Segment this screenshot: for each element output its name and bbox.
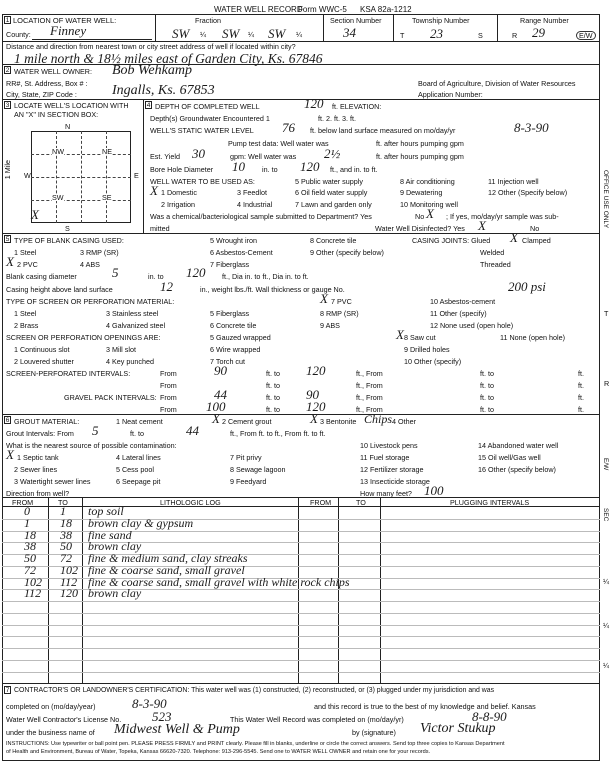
height-label: Casing height above land surface — [6, 285, 113, 294]
application-label: Application Number: — [418, 90, 483, 99]
certification-line-1: CONTRACTOR'S OR LANDOWNER'S CERTIFICATION: This water well was (1) constructed, (2) reconstructed, or (3) plugged under my jurisdiction and was — [14, 687, 495, 694]
section-box-quarter-line — [106, 131, 107, 223]
gravel-1-to: 90 — [306, 387, 319, 402]
contam-septic-mark: X — [6, 447, 14, 462]
grout-bentonite-mark: X — [310, 411, 318, 426]
perf-ft-to: ft. to — [266, 369, 280, 378]
use-9: 9 Dewatering — [400, 188, 443, 197]
opening-11: 11 None (open hole) — [500, 333, 565, 342]
use-label: WELL WATER TO BE USED AS: — [150, 177, 255, 186]
perf-from-2: From — [160, 381, 177, 390]
screen-9: 9 ABS — [320, 321, 340, 330]
log-description: top soil — [88, 504, 124, 518]
divider — [497, 14, 498, 41]
gravel-1-from: 44 — [214, 387, 227, 402]
gravel-2-from: 100 — [206, 399, 226, 414]
opening-1: 1 Continuous slot — [14, 345, 70, 354]
log-to-value: 112 — [60, 574, 78, 589]
quadrant-sw: SW — [52, 193, 64, 202]
diameter-value: 5 — [112, 265, 119, 280]
owner-value: Bob Wehkamp — [112, 63, 192, 78]
static-date: 8-3-90 — [514, 120, 549, 135]
casing-label: TYPE OF BLANK CASING USED: — [14, 236, 124, 245]
contamination-label: What is the nearest source of possible contamination: — [6, 441, 177, 450]
use-7: 7 Lawn and garden only — [295, 200, 372, 209]
signature-label: by (signature) — [352, 728, 396, 737]
casing-3: 3 RMP (SR) — [80, 248, 119, 257]
openings-label: SCREEN OR PERFORATION OPENINGS ARE: — [6, 333, 161, 342]
gravel-ft-end-1: ft. — [578, 393, 584, 402]
depth-label: DEPTH OF COMPLETED WELL — [155, 102, 260, 111]
perf-ft-to-2: ft. to — [480, 369, 494, 378]
log-from-value: 18 — [24, 527, 36, 542]
log-to-value: 38 — [60, 527, 72, 542]
grout-interval-rest: ft., From ft. to ft., From ft. to ft. — [230, 429, 326, 438]
ksa-reference: KSA 82a-1212 — [360, 5, 412, 14]
log-to-value: 50 — [60, 539, 72, 554]
use-1: 1 Domestic — [161, 188, 197, 197]
license-value: 523 — [152, 709, 172, 724]
casing-joints: CASING JOINTS: Glued — [412, 236, 491, 245]
screen-label: TYPE OF SCREEN OR PERFORATION MATERIAL: — [6, 297, 175, 306]
perf-from-1: From — [160, 369, 177, 378]
elevation-label: ft. ELEVATION: — [332, 102, 382, 111]
business-label: under the business name of — [6, 728, 95, 737]
grout-to-value: 44 — [186, 423, 199, 438]
contam-13: 13 Insecticide storage — [360, 477, 430, 486]
log-from-value: 102 — [24, 574, 42, 589]
use-12: 12 Other (Specify below) — [488, 188, 568, 197]
screen-7: 7 PVC — [331, 297, 352, 306]
contam-16: 16 Other (specify below) — [478, 465, 556, 474]
gravel-ft-to-2: ft. to — [266, 405, 280, 414]
direction-label: Direction from well? — [6, 489, 70, 498]
perf-ft-from-b: ft., From — [356, 381, 383, 390]
casing-6: 6 Asbestos-Cement — [210, 248, 273, 257]
screen-6: 6 Concrete tile — [210, 321, 257, 330]
compass-s: S — [65, 224, 70, 233]
rule — [2, 64, 600, 65]
gravel-ft-to-2b: ft. to — [480, 405, 494, 414]
fraction-1: SW — [172, 26, 190, 41]
quadrant-ne: NE — [102, 147, 112, 156]
quarter-1: ¼ — [200, 30, 206, 39]
license-label: Water Well Contractor's License No. — [6, 715, 122, 724]
sample-rest: ; If yes, mo/day/yr sample was sub- — [446, 212, 559, 221]
screen-10: 10 Asbestos-cement — [430, 297, 496, 306]
gravel-2-to: 120 — [306, 399, 326, 414]
diameter-rest: ft., Dia in. to ft., Dia in. to ft. — [222, 272, 309, 281]
log-description: brown clay — [88, 586, 142, 601]
use-8: 8 Air conditioning — [400, 177, 455, 186]
screen-12: 12 None used (open hole) — [430, 321, 514, 330]
log-from-value: 1 — [24, 515, 30, 530]
township-value: 23 — [430, 26, 443, 41]
log-row-line — [2, 672, 600, 673]
casing-4: 4 ABS — [80, 260, 100, 269]
use-11: 11 Injection well — [488, 177, 539, 186]
log-to-value: 102 — [60, 562, 78, 577]
section-2-number: 2 — [5, 67, 10, 74]
casing-pvc-mark: X — [6, 254, 14, 269]
log-description: fine sand — [88, 527, 132, 542]
plug-from-header: FROM — [310, 498, 332, 507]
log-from-value: 0 — [24, 504, 30, 518]
gravel-ft-end-2: ft. — [578, 405, 584, 414]
static-level-label: WELL'S STATIC WATER LEVEL — [150, 126, 254, 135]
instructions-1: INSTRUCTIONS: Use typewriter or ball point pen. PLEASE PRESS FIRMLY and PRINT clearly. Please fill in blanks, underline or circle the correct answers. Send top three copies to Kansas Department — [6, 741, 505, 747]
fraction-3: SW — [268, 26, 286, 41]
log-row-line — [2, 625, 600, 626]
address-label: RR#, St. Address, Box # : — [6, 79, 88, 88]
contam-7: 7 Pit privy — [230, 453, 262, 462]
bore-in: in. to — [262, 165, 278, 174]
grout-chips: Chips — [364, 412, 393, 426]
joints-threaded: Threaded — [480, 260, 511, 269]
log-to-value: 120 — [60, 586, 78, 601]
completed-date: 8-3-90 — [132, 696, 167, 711]
static-level-value: 76 — [282, 120, 295, 135]
contam-3: 3 Watertight sewer lines — [14, 477, 91, 486]
log-from-header: FROM — [12, 498, 34, 507]
contam-6: 6 Seepage pit — [116, 477, 161, 486]
joints-glued-mark: X — [510, 230, 518, 245]
log-from-value: 72 — [24, 562, 36, 577]
log-from-value: 112 — [24, 586, 42, 601]
range-r: R — [512, 31, 518, 40]
gravel-ft-to-1b: ft. to — [480, 393, 494, 402]
opening-5: 5 Gauzed wrapped — [210, 333, 271, 342]
contam-8: 8 Sewage lagoon — [230, 465, 286, 474]
log-to-header: TO — [58, 498, 68, 507]
mitted-label: mitted — [150, 224, 170, 233]
screen-11: 11 Other (specify) — [430, 309, 487, 318]
casing-2: 2 PVC — [17, 260, 38, 269]
disinfected-mark: X — [478, 218, 486, 233]
opening-3: 3 Mill slot — [106, 345, 136, 354]
diameter-in: in. to — [148, 272, 164, 281]
screen-5: 5 Fiberglass — [210, 309, 250, 318]
rule — [2, 99, 600, 100]
grout-cement-mark: X — [212, 411, 220, 426]
range-ew: E/W — [576, 31, 596, 40]
log-to-value: 18 — [60, 515, 72, 530]
gravel-from-2: From — [160, 405, 177, 414]
section-6-number: 6 — [5, 417, 10, 424]
screen-4: 4 Galvanized steel — [106, 321, 166, 330]
section-box-quarter-line — [56, 131, 57, 223]
use-domestic-mark: X — [150, 183, 158, 198]
yield-mid: gpm: Well water was — [230, 152, 297, 161]
certification-line-2: and this record is true to the best of my knowledge and belief. Kansas — [314, 702, 536, 711]
log-row-line — [2, 660, 600, 661]
office-sec: SEC — [602, 508, 609, 522]
section-box-midline-v — [81, 131, 82, 223]
contam-12: 12 Fertilizer storage — [360, 465, 424, 474]
groundwater-rest: ft. 2. ft. 3. ft. — [318, 114, 356, 123]
grout-2: 2 Cement grout — [222, 417, 272, 426]
static-level-rest: ft. below land surface measured on mo/day/yr — [310, 126, 456, 135]
range-value: 29 — [532, 25, 545, 40]
screen-3: 3 Stainless steel — [106, 309, 159, 318]
log-to-value: 72 — [60, 551, 72, 565]
distance-label: Distance and direction from nearest town or city street address of well if located within city? — [6, 42, 296, 51]
diameter-label: Blank casing diameter — [6, 272, 77, 281]
contam-1: 1 Septic tank — [17, 453, 59, 462]
section-box-quarter-line — [31, 154, 131, 155]
well-location-mark: X — [31, 207, 39, 222]
office-r: R — [604, 379, 610, 388]
height-value: 12 — [160, 279, 173, 294]
owner-label: WATER WELL OWNER: — [14, 67, 92, 76]
section-3-number: 3 — [5, 102, 10, 109]
section-number-value: 34 — [343, 25, 356, 40]
grout-label: GROUT MATERIAL: — [14, 417, 80, 426]
contam-14: 14 Abandoned water well — [478, 441, 559, 450]
compass-w: W — [24, 171, 31, 180]
business-name: Midwest Well & Pump — [114, 722, 240, 737]
yield-rest: ft. after hours pumping gpm — [376, 152, 464, 161]
office-q3: ¼ — [603, 661, 609, 670]
log-from-value: 38 — [24, 539, 36, 554]
use-2: 2 Irrigation — [161, 200, 195, 209]
divider — [155, 14, 156, 41]
compass-e: E — [134, 171, 139, 180]
joints-welded: Welded — [480, 248, 505, 257]
section-box-quarter-line — [31, 200, 131, 201]
office-t: T — [604, 309, 609, 318]
mile-label: 1 Mile — [3, 160, 12, 180]
opening-6: 6 Wire wrapped — [210, 345, 261, 354]
screen-1: 1 Steel — [14, 309, 37, 318]
litho-header: LITHOLOGIC LOG — [160, 498, 221, 507]
casing-5: 5 Wrought iron — [210, 236, 258, 245]
form-number: Form WWC-5 — [298, 5, 347, 14]
plugging-header: PLUGGING INTERVALS — [450, 498, 530, 507]
township-label: Township Number — [412, 16, 470, 25]
contam-11: 11 Fuel storage — [360, 453, 410, 462]
office-ew: E/W — [602, 458, 609, 471]
contam-5: 5 Cess pool — [116, 465, 154, 474]
sample-no: No — [415, 212, 425, 221]
log-description: fine & medium sand, clay streaks — [88, 551, 248, 565]
perf-label: SCREEN-PERFORATED INTERVALS: — [6, 369, 131, 378]
screen-pvc-mark: X — [320, 291, 328, 306]
bore-rest: ft., and in. to ft. — [330, 165, 378, 174]
rule — [2, 683, 600, 684]
log-row-line — [2, 613, 600, 614]
use-4: 4 Industrial — [237, 200, 273, 209]
opening-sawcut-mark: X — [396, 327, 404, 342]
section-number-label: Section Number — [330, 16, 382, 25]
log-row-line — [2, 601, 600, 602]
use-10: 10 Monitoring well — [400, 200, 458, 209]
grout-3: 3 Bentonite — [320, 417, 357, 426]
gravel-from-1: From — [160, 393, 177, 402]
use-5: 5 Public water supply — [295, 177, 363, 186]
perf-from-value: 90 — [214, 363, 227, 378]
depth-value: 120 — [304, 96, 324, 111]
grout-interval-label: Grout Intervals: From — [6, 429, 74, 438]
log-description: fine & coarse sand, small gravel — [88, 562, 245, 577]
grout-4: 4 Other — [392, 417, 416, 426]
opening-8: 8 Saw cut — [404, 333, 436, 342]
yield-value: 30 — [192, 146, 205, 161]
pump-test-rest: ft. after hours pumping gpm — [376, 139, 464, 148]
grout-ft-to: ft. to — [130, 429, 144, 438]
fraction-2: SW — [222, 26, 240, 41]
opening-4: 4 Key punched — [106, 357, 154, 366]
yield-label: Est. Yield — [150, 152, 180, 161]
casing-8: 8 Concrete tile — [310, 236, 357, 245]
divider — [323, 14, 324, 41]
feet-value: 100 — [424, 483, 444, 498]
bore-label: Bore Hole Diameter — [150, 165, 214, 174]
height-rest: in., weight lbs./ft. Wall thickness or gauge No. — [200, 285, 345, 294]
plug-to-header: TO — [356, 498, 366, 507]
pump-test-label: Pump test data: Well water was — [228, 139, 329, 148]
log-from-value: 50 — [24, 551, 36, 565]
joints-clamped: Clamped — [522, 236, 551, 245]
perf-ft-end-b: ft. — [578, 381, 584, 390]
log-description: brown clay — [88, 539, 142, 554]
bore-to-value: 120 — [300, 159, 320, 174]
divider — [143, 99, 144, 233]
instructions-2: of Health and Environment, Bureau of Water, Topeka, Kansas 66620-7320. Telephone: 913-296-5545. Send one to WATER WELL OWNER and retain one for your records. — [6, 749, 431, 755]
board-label: Board of Agriculture, Division of Water Resources — [418, 79, 576, 88]
rule — [2, 414, 600, 415]
diameter-to-value: 120 — [186, 265, 206, 280]
city-value: Ingalls, Ks. 67853 — [112, 83, 215, 98]
log-to-value: 1 — [60, 504, 66, 518]
disinfected-label: Water Well Disinfected? Yes — [375, 224, 465, 233]
opening-10: 10 Other (specify) — [404, 357, 462, 366]
opening-9: 9 Drilled holes — [404, 345, 450, 354]
contam-9: 9 Feedyard — [230, 477, 267, 486]
gravel-ft-from-2: ft., From — [356, 405, 383, 414]
quadrant-se: SE — [102, 193, 112, 202]
grout-from-value: 5 — [92, 423, 99, 438]
screen-8: 8 RMP (SR) — [320, 309, 359, 318]
casing-9: 9 Other (specify below) — [310, 248, 384, 257]
casing-7: 7 Fiberglass — [210, 260, 250, 269]
screen-2: 2 Brass — [14, 321, 39, 330]
opening-7: 7 Torch cut — [210, 357, 246, 366]
log-row-line — [2, 636, 600, 637]
township-s: S — [478, 31, 483, 40]
disinfected-no: No — [530, 224, 540, 233]
office-q2: ¼ — [603, 621, 609, 630]
compass-n: N — [65, 122, 71, 131]
quarter-2: ¼ — [248, 30, 254, 39]
sample-question: Was a chemical/bacteriological sample submitted to Department? Yes — [150, 212, 372, 221]
yield-water: 2½ — [324, 146, 341, 161]
log-row-line — [2, 648, 600, 649]
contam-2: 2 Sewer lines — [14, 465, 58, 474]
opening-2: 2 Louvered shutter — [14, 357, 74, 366]
use-3: 3 Feedlot — [237, 188, 267, 197]
quadrant-nw: NW — [52, 147, 64, 156]
township-t: T — [400, 31, 405, 40]
section-4-number: 4 — [146, 102, 151, 109]
log-description: fine & coarse sand, small gravel with white rock chips — [88, 574, 350, 589]
fraction-label: Fraction — [195, 16, 221, 25]
contam-15: 15 Oil well/Gas well — [478, 453, 541, 462]
completed-label: completed on (mo/day/year) — [6, 702, 96, 711]
locate-title-1: LOCATE WELL'S LOCATION WITH — [14, 101, 129, 110]
perf-to-value: 120 — [306, 363, 326, 378]
city-label: City, State, ZIP Code : — [6, 90, 77, 99]
casing-1: 1 Steel — [14, 248, 37, 257]
section-1-number: 1 — [5, 17, 10, 24]
section-5-number: 5 — [5, 236, 10, 243]
gravel-ft-from-1: ft., From — [356, 393, 383, 402]
feet-label: How many feet? — [360, 489, 412, 498]
use-6: 6 Oil field water supply — [295, 188, 368, 197]
signature: Victor Stukup — [420, 721, 496, 736]
quarter-3: ¼ — [296, 30, 302, 39]
perf-ft-from: ft., From — [356, 369, 383, 378]
county-label: County: — [6, 30, 31, 39]
grout-1: 1 Neat cement — [116, 417, 163, 426]
perf-ft-to-c: ft. to — [480, 381, 494, 390]
groundwater-label: Depth(s) Groundwater Encountered 1 — [150, 114, 270, 123]
perf-ft-to-b: ft. to — [266, 381, 280, 390]
distance-value: 1 mile north & 18½ miles east of Garden City, Ks. 67846 — [14, 51, 323, 66]
divider — [393, 14, 394, 41]
sample-no-mark: X — [426, 206, 434, 221]
record-completed-label: This Water Well Record was completed on (mo/day/yr) — [230, 715, 404, 724]
gauge-value: 200 psi — [508, 279, 546, 294]
contam-4: 4 Lateral lines — [116, 453, 161, 462]
office-q1: ¼ — [603, 577, 609, 586]
contam-10: 10 Livestock pens — [360, 441, 418, 450]
county-value: Finney — [50, 23, 87, 38]
office-use-label: OFFICE USE ONLY — [602, 170, 609, 229]
form-title: WATER WELL RECORD — [214, 5, 303, 14]
county-line — [32, 39, 152, 40]
locate-title-2: AN "X" IN SECTION BOX: — [14, 110, 99, 119]
section-7-number: 7 — [5, 687, 10, 694]
log-description: brown clay & gypsum — [88, 515, 194, 530]
location-title: LOCATION OF WATER WELL: — [13, 16, 117, 25]
bore-value: 10 — [232, 159, 245, 174]
perf-ft-end: ft. — [578, 369, 584, 378]
range-label: Range Number — [520, 16, 569, 25]
gravel-label: GRAVEL PACK INTERVALS: — [64, 393, 157, 402]
gravel-ft-to-1: ft. to — [266, 393, 280, 402]
record-completed-date: 8-8-90 — [472, 709, 507, 724]
